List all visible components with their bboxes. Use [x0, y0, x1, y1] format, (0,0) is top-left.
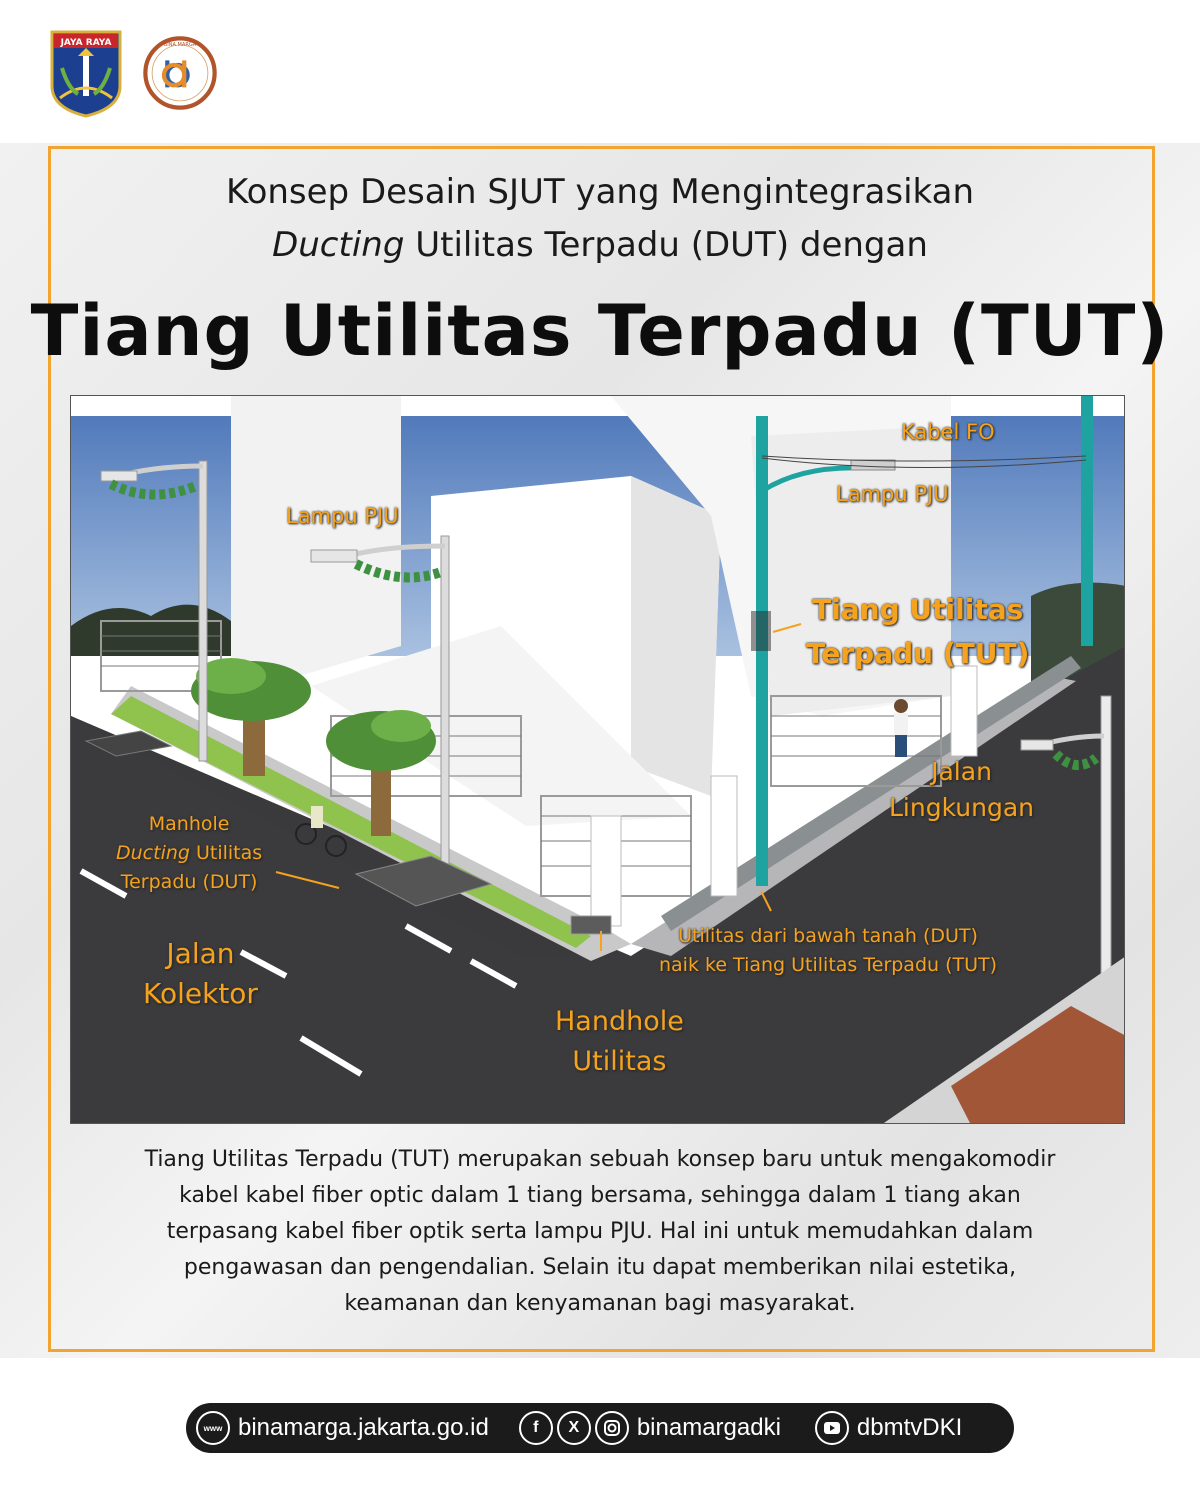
subtitle-italic-word: Ducting	[272, 225, 405, 265]
label-utilitas-dut-tut	[659, 922, 997, 980]
description-line-4: pengawasan dan pengendalian. Selain itu dapat memberikan nilai estetika,	[183, 1255, 1017, 1280]
facebook-icon[interactable]: f	[519, 1411, 553, 1445]
footer-social-handle[interactable]: binamargadki	[636, 1414, 781, 1441]
label-utilitas-line-1: Utilitas dari bawah tanah (DUT)	[678, 925, 978, 947]
description-line-1: Tiang Utilitas Terpadu (TUT) merupakan sebuah konsep baru untuk mengakomodir	[144, 1147, 1056, 1172]
label-manhole-line-2	[116, 839, 262, 868]
logo-group	[48, 28, 218, 118]
label-handhole-line-2: Utilitas	[572, 1046, 667, 1077]
label-jalan-lingkungan-line-1: Jalan	[931, 757, 992, 786]
label-manhole-dut	[116, 810, 262, 897]
footer-youtube-handle[interactable]: dbmtvDKI	[856, 1414, 963, 1441]
label-jalan-kolektor	[143, 934, 258, 1014]
subtitle-line-1: Konsep Desain SJUT yang Mengintegrasikan	[225, 172, 975, 212]
footer-contact-bar	[186, 1403, 1014, 1453]
description-line-2: kabel kabel fiber optic dalam 1 tiang bersama, sehingga dalam 1 tiang akan	[179, 1183, 1021, 1208]
label-manhole-line-3: Terpadu (DUT)	[120, 871, 258, 893]
label-manhole-line-2-rest: Utilitas	[189, 842, 263, 864]
jakarta-emblem-logo	[48, 28, 124, 118]
instagram-icon[interactable]	[595, 1411, 629, 1445]
description-line-5: keamanan dan kenyamanan bagi masyarakat.	[344, 1291, 856, 1316]
label-handhole-line-1: Handhole	[555, 1006, 684, 1037]
label-jalan-kolektor-line-2: Kolektor	[143, 977, 258, 1010]
label-handhole-utilitas	[555, 1002, 684, 1082]
x-twitter-icon[interactable]: X	[557, 1411, 591, 1445]
label-manhole-italic: Ducting	[116, 842, 190, 864]
label-kabel-fo: Kabel FO	[901, 420, 995, 444]
globe-icon	[196, 1411, 230, 1445]
label-jalan-kolektor-line-1: Jalan	[166, 937, 235, 970]
instagram-glyph	[603, 1419, 621, 1437]
label-jalan-lingkungan-line-2: Lingkungan	[889, 793, 1035, 822]
footer-website[interactable]: binamarga.jakarta.go.id	[238, 1414, 489, 1441]
youtube-icon[interactable]	[815, 1411, 849, 1445]
page-title: Tiang Utilitas Terpadu (TUT)	[30, 290, 1170, 372]
youtube-glyph	[823, 1421, 841, 1435]
description-paragraph	[70, 1142, 1130, 1322]
logo-right-text: BINA MARGA	[163, 41, 197, 48]
label-tut	[806, 588, 1029, 676]
subtitle-line-2-rest: Utilitas Terpadu (DUT) dengan	[404, 225, 928, 265]
label-tut-line-1: Tiang Utilitas	[812, 593, 1024, 626]
label-lampu-pju-right: Lampu PJU	[836, 482, 949, 506]
tut-illustration	[70, 395, 1125, 1124]
label-manhole-line-1: Manhole	[148, 813, 230, 835]
www-icon-text: www	[203, 1423, 223, 1433]
label-utilitas-line-2: naik ke Tiang Utilitas Terpadu (TUT)	[659, 954, 998, 976]
bina-marga-logo	[142, 28, 218, 118]
label-tut-line-2: Terpadu (TUT)	[806, 637, 1030, 670]
label-lampu-pju-left: Lampu PJU	[286, 504, 399, 528]
subtitle-line-2	[0, 219, 1200, 272]
logo-left-text: JAYA RAYA	[60, 38, 112, 48]
description-line-3: terpasang kabel fiber optik serta lampu PJU. Hal ini untuk memudahkan dalam	[166, 1219, 1034, 1244]
label-jalan-lingkungan	[889, 754, 1034, 826]
